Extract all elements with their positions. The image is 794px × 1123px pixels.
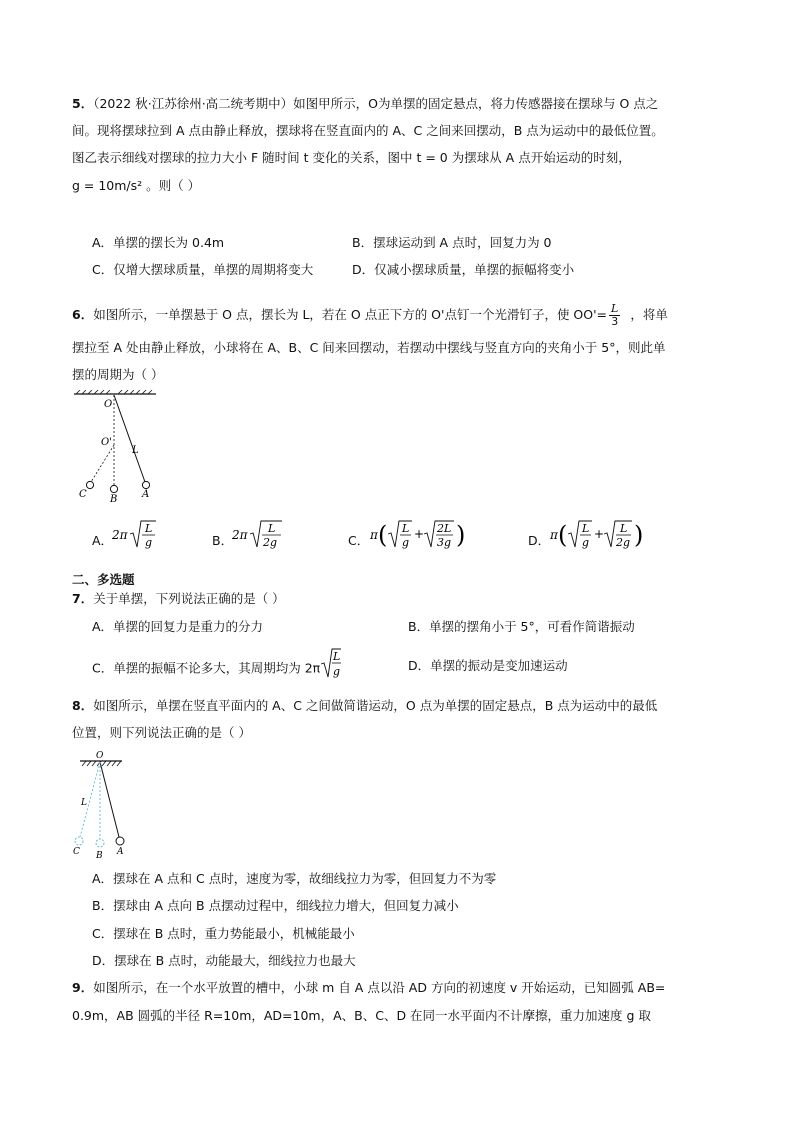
q6-number: 6． (72, 307, 94, 322)
q6-b-den: 2g (263, 536, 278, 549)
q8-string-a (100, 762, 119, 837)
q8-ball-a (116, 837, 124, 845)
q6-option-a[interactable] (92, 522, 153, 549)
q8-label-o: O (96, 751, 104, 761)
q7-option-a[interactable]: A．单摆的回复力是重力的分力 (92, 619, 264, 634)
q6-d-pi: π (550, 528, 558, 542)
q6-ceiling-hatch (76, 390, 152, 394)
q6-label-c: C (79, 489, 87, 500)
q5-number: 5． (72, 96, 94, 111)
q6-label-a: A (142, 489, 150, 500)
q6-line-1 (72, 303, 668, 328)
q5-line-2: 间。现将摆球拉到 A 点由静止释放，摆球将在竖直面内的 A、C 之间来回摆动，B 点为运动中的最低位置。 (72, 123, 664, 138)
q6-b-num: L (268, 522, 276, 535)
q6-d-rparen: ) (634, 521, 644, 549)
q6-d-den2: 2g (616, 536, 631, 549)
q7-option-b[interactable]: B．单摆的摆角小于 5°，可看作简谐振动 (408, 619, 635, 634)
q8-option-d[interactable]: D．摆球在 B 点时，动能最大，细线拉力也最大 (92, 953, 356, 968)
q8-ball-c (75, 837, 83, 845)
q8-label-l: L (81, 798, 87, 808)
q6-ball-b (110, 485, 117, 492)
q6-d-plus: + (594, 527, 605, 541)
q6-ball-a (142, 481, 149, 488)
q6-label-l: L (132, 445, 139, 456)
q5-line-1 (72, 95, 658, 113)
q7-number: 7． (72, 591, 94, 606)
q6-ball-c (86, 481, 93, 488)
q7-c-num: L (333, 650, 341, 663)
q5-option-c[interactable]: C．仅增大摆球质量，单摆的周期将变大 (92, 262, 314, 277)
q6-option-d-label: D． (528, 533, 551, 548)
q8-text-1: 如图所示，单摆在竖直平面内的 A、C 之间做简谐运动，O 点为单摆的固定悬点，B 点为运动中的最低 (93, 698, 658, 713)
q8-ball-b (96, 839, 104, 847)
q5-line-3: 图乙表示细线对摆球的拉力大小 F 随时间 t 变化的关系，图中 t = 0 为摆球从 A 点开始运动的时刻， (72, 150, 631, 165)
q6-option-c[interactable] (348, 521, 466, 549)
q5-option-a[interactable]: A．单摆的摆长为 0.4m (92, 235, 225, 250)
q6-text-1a: 如图所示，一单摆悬于 O 点，摆长为 L，若在 O 点正下方的 O'点钉一个光滑钉子，使 OO'= (93, 307, 608, 322)
q6-string-a (114, 395, 145, 482)
q6-c-plus: + (414, 527, 425, 541)
q6-c-lparen: ( (378, 521, 388, 549)
q6-a-den: g (145, 536, 153, 549)
q6-text-1b: ，将单 (630, 307, 668, 322)
q6-label-b: B (110, 494, 118, 502)
q6-pendulum-figure (70, 390, 170, 502)
q6-option-c-formula (368, 519, 478, 559)
q6-option-d-formula (548, 519, 658, 559)
q6-fraction (609, 303, 620, 328)
q7-c-den: g (333, 665, 341, 678)
q6-d-num2: L (620, 522, 628, 535)
q6-fraction-numerator: L (611, 302, 619, 315)
q6-string-c (91, 445, 114, 482)
q6-c-rparen: ) (456, 521, 466, 549)
q6-d-den1: g (582, 536, 590, 549)
q8-number: 8． (72, 698, 94, 713)
q6-c-den2: 3g (437, 536, 452, 549)
q6-fraction-denominator: 3 (611, 315, 619, 328)
q6-a-num: L (145, 522, 153, 535)
q8-line-1 (72, 697, 657, 715)
q6-option-a-label: A． (92, 533, 114, 548)
q9-number: 9． (72, 980, 94, 995)
q5-line-4: g = 10m/s² 。则（ ） (72, 178, 201, 193)
q8-label-a: A (117, 847, 124, 857)
q7-option-c-text: C．单摆的振幅不论多大，其周期均为 2π (92, 660, 321, 676)
q6-b-2pi: 2π (232, 528, 248, 542)
q7-option-d[interactable]: D．单摆的振动是变加速运动 (408, 658, 568, 673)
q6-option-c-label: C． (348, 533, 370, 548)
q6-option-d[interactable] (528, 521, 644, 549)
q8-option-a[interactable]: A．摆球在 A 点和 C 点时，速度为零，故细线拉力为零，但回复力不为零 (92, 871, 497, 886)
q8-label-b: B (96, 851, 103, 860)
q6-label-o: O (104, 399, 113, 410)
q6-label-o-prime: O' (101, 437, 112, 448)
q6-line-2: 摆拉至 A 处由静止释放，小球将在 A、B、C 间来回摆动，若摆动中摆线与竖直方向的夹角小于 5°，则此单 (72, 340, 666, 355)
q7-option-c-sqrt (320, 647, 342, 681)
q5-option-b[interactable]: B．摆球运动到 A 点时，回复力为 0 (352, 235, 552, 250)
q7-line-1 (72, 590, 285, 608)
q9-text-1: 如图所示，在一个水平放置的槽中，小球 m 自 A 点以沿 AD 方向的初速度 v 开始运动，已知圆弧 AB= (93, 980, 666, 995)
q9-line-2: 0.9m，AB 圆弧的半径 R=10m，AD=10m，A、B、C、D 在同一水平面内不计摩擦，重力加速度 g 取 (72, 1008, 651, 1023)
q6-a-2pi: 2π (112, 528, 128, 542)
q6-d-lparen: ( (558, 521, 568, 549)
q6-option-a-formula (112, 519, 172, 559)
q6-c-den1: g (402, 536, 410, 549)
q6-c-pi: π (370, 528, 378, 542)
q5-option-d[interactable]: D．仅减小摆球质量，单摆的振幅将变小 (352, 262, 575, 277)
q8-pendulum-figure (70, 750, 130, 860)
q7-stem: 关于单摆，下列说法正确的是（ ） (93, 591, 285, 606)
q8-line-2: 位置，则下列说法正确的是（ ） (72, 725, 251, 740)
q8-label-c: C (73, 847, 80, 857)
q6-option-b-formula (232, 519, 302, 559)
q6-line-3: 摆的周期为（ ） (72, 367, 164, 382)
q6-c-num1: L (402, 522, 410, 535)
q6-option-b-label: B． (212, 533, 234, 548)
q8-ceiling-hatch (82, 761, 121, 766)
q6-c-num2: 2L (437, 522, 452, 535)
q7-option-c[interactable] (92, 650, 342, 681)
q9-line-1 (72, 979, 665, 997)
q6-option-b[interactable] (212, 522, 278, 549)
q6-d-num1: L (582, 522, 590, 535)
q5-text-1: （2022 秋·江苏徐州·高二统考期中）如图甲所示，O为单摆的固定悬点，将力传感器接在摆球与 O 点之 (93, 96, 659, 111)
q8-option-b[interactable]: B．摆球由 A 点向 B 点摆动过程中，细线拉力增大，但回复力减小 (92, 898, 459, 913)
q8-option-c[interactable]: C．摆球在 B 点时，重力势能最小，机械能最小 (92, 926, 355, 941)
section-title-multiple-choice: 二、多选题 (72, 572, 135, 587)
